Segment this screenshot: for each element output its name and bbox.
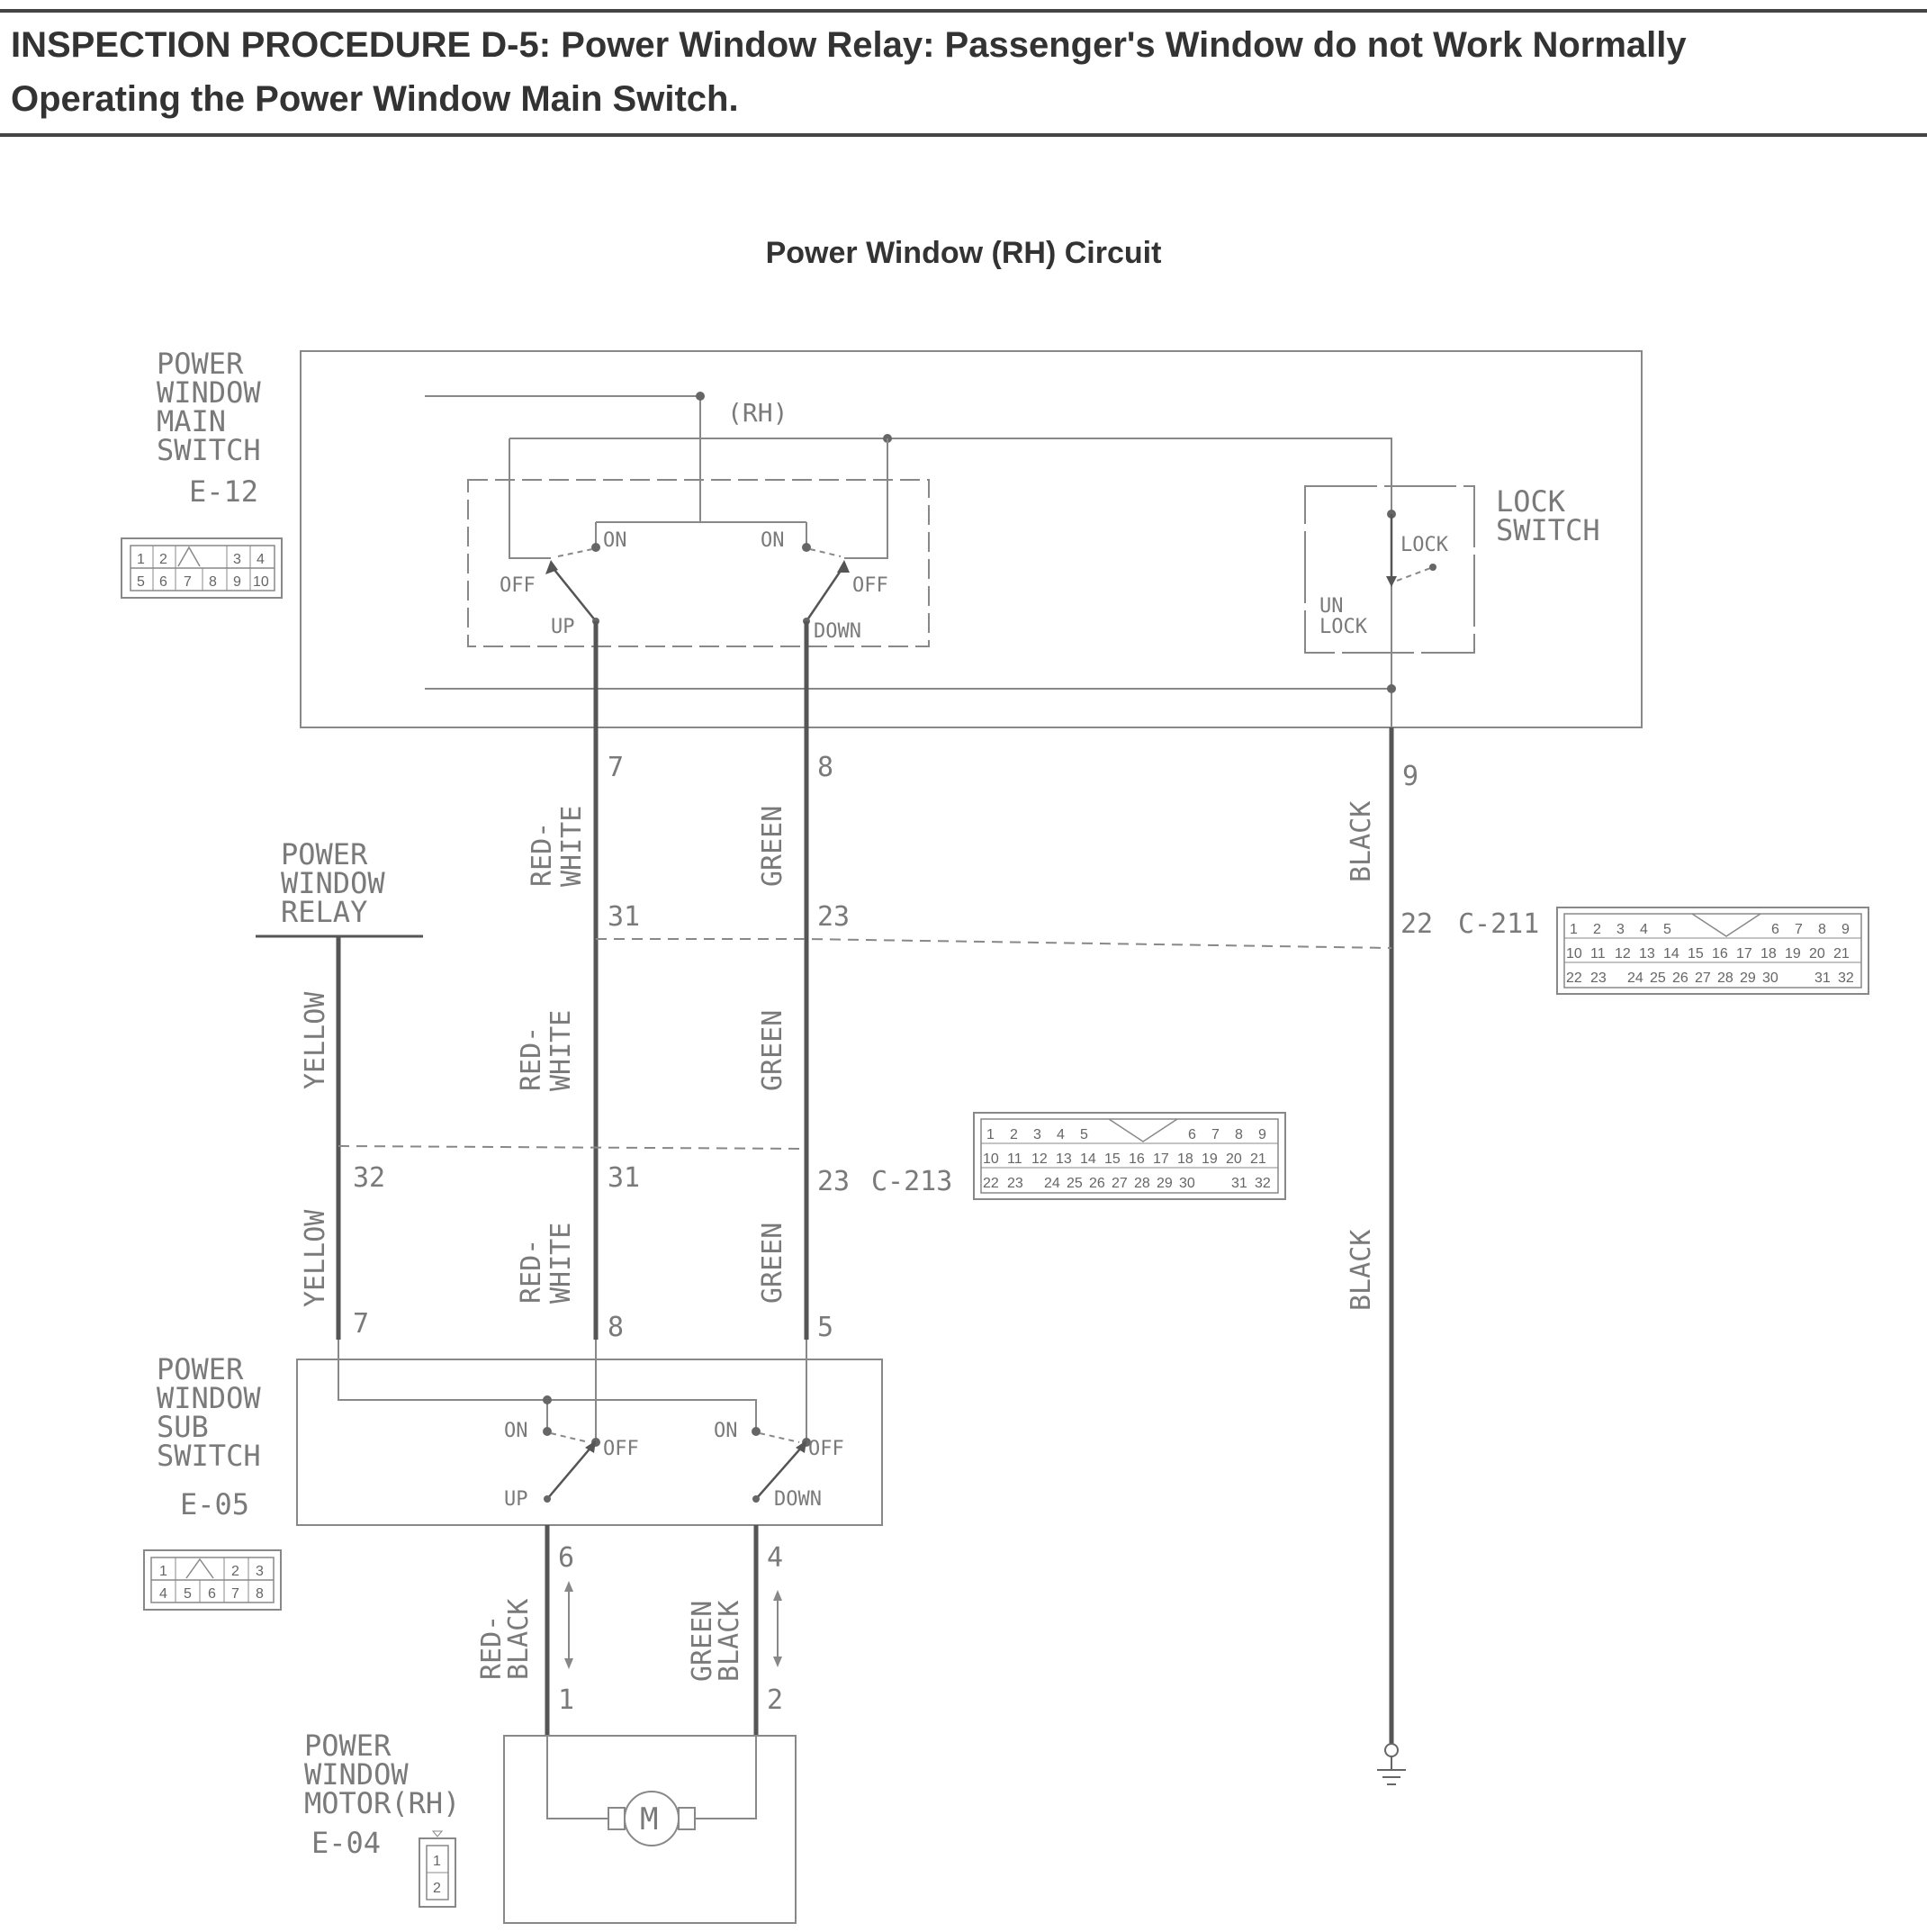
unlock-label-1: UN — [1319, 595, 1344, 618]
c211-pin-24: 24 — [1627, 971, 1643, 986]
pin-motor-2: 2 — [767, 1684, 784, 1716]
c213-dash-line — [338, 1146, 806, 1149]
e12-pin-2: 2 — [159, 552, 167, 567]
c211-pin-32: 32 — [1838, 971, 1854, 986]
e12-pin-7: 7 — [184, 574, 192, 590]
motor-code: E-04 — [311, 1826, 382, 1860]
c213-pin-3: 3 — [1033, 1127, 1041, 1142]
main-switch — [122, 347, 1642, 727]
motor-wires — [476, 1525, 783, 1736]
e05-pin-5: 5 — [184, 1586, 192, 1602]
wire-label-black-2: BLACK — [1346, 1229, 1377, 1311]
sub-switch-label-2: WINDOW — [157, 1381, 261, 1415]
pin-sub-7: 7 — [353, 1308, 370, 1340]
c213-pin-32: 32 — [1255, 1176, 1271, 1191]
c213-pin-2: 2 — [1010, 1127, 1018, 1142]
c213-pin-7: 7 — [1211, 1127, 1220, 1142]
diagram-title: Power Window (RH) Circuit — [765, 236, 1162, 270]
pin-main-7: 7 — [608, 752, 625, 783]
c211-pin-17: 17 — [1736, 946, 1752, 961]
main-on-right: ON — [761, 529, 785, 552]
c213-pin-16: 16 — [1129, 1151, 1145, 1167]
e05-pin-3: 3 — [256, 1564, 264, 1579]
c213-pin-12: 12 — [1031, 1151, 1048, 1167]
c211-pin-23: 23 — [1590, 971, 1607, 986]
c211-code: C-211 — [1458, 908, 1540, 940]
motor-label-1: POWER — [304, 1729, 392, 1763]
e12-pin-10: 10 — [253, 574, 269, 590]
sub-switch-label-4: SWITCH — [157, 1439, 261, 1473]
c211-pin-6: 6 — [1771, 922, 1779, 937]
c213-pin-23: 23 — [1007, 1176, 1023, 1191]
pin-motor-1: 1 — [558, 1684, 575, 1716]
wire-label-green-black-b: BLACK — [714, 1600, 745, 1682]
wire-label-green-3: GREEN — [757, 1222, 788, 1304]
e05-pin-6: 6 — [208, 1586, 216, 1602]
main-switch-code: E-12 — [189, 474, 259, 509]
wire-label-red-black-b: BLACK — [503, 1598, 535, 1680]
c211-pin-12: 12 — [1615, 946, 1631, 961]
motor-label-2: WINDOW — [304, 1757, 409, 1792]
c213-connector — [974, 1113, 1285, 1199]
main-switch-label-1: POWER — [157, 347, 244, 381]
c213-pin-20: 20 — [1226, 1151, 1242, 1167]
pin-sub-6: 6 — [558, 1542, 575, 1574]
sub-off-right: OFF — [808, 1438, 844, 1460]
pin-sub-5: 5 — [817, 1312, 834, 1343]
lock-label: LOCK — [1400, 534, 1448, 556]
lock-switch-label-1: LOCK — [1496, 484, 1566, 519]
c211-pin-7: 7 — [1795, 922, 1803, 937]
main-down-label: DOWN — [814, 620, 861, 643]
c213-pin-27: 27 — [1112, 1176, 1128, 1191]
c213-pin-31: 31 — [1231, 1176, 1247, 1191]
pin-main-9: 9 — [1402, 761, 1419, 792]
c213-pin-8: 8 — [1235, 1127, 1243, 1142]
wire-label-red-white-2a: RED- — [516, 1025, 547, 1091]
e05-pin-8: 8 — [256, 1586, 264, 1602]
c211-dash-line — [596, 939, 1391, 948]
c213-pin-6: 6 — [1188, 1127, 1196, 1142]
wire-label-green-2: GREEN — [757, 1009, 788, 1091]
wire-label-red-white-1b: WHITE — [556, 805, 588, 887]
c213-pin-18: 18 — [1177, 1151, 1193, 1167]
wire-label-green-black-a: GREEN — [687, 1600, 718, 1682]
c211-connector — [1557, 907, 1868, 994]
procedure-title: INSPECTION PROCEDURE D-5: Power Window Relay: Passenger's Window do not Work Normally — [11, 25, 1687, 65]
c211-pin-15: 15 — [1688, 946, 1704, 961]
main-off-left: OFF — [500, 574, 536, 597]
c213-pin-1: 1 — [986, 1127, 995, 1142]
e05-pin-2: 2 — [231, 1564, 239, 1579]
e12-connector — [122, 538, 282, 598]
c213-pin-10: 10 — [983, 1151, 999, 1167]
c211-pin-28: 28 — [1717, 971, 1733, 986]
sub-off-left: OFF — [603, 1438, 639, 1460]
c213-pin-29: 29 — [1157, 1176, 1173, 1191]
main-wires — [300, 621, 1539, 1745]
main-switch-label-2: WINDOW — [157, 375, 261, 410]
c213-pin-28: 28 — [1134, 1176, 1150, 1191]
wire-label-red-white-1a: RED- — [527, 821, 558, 887]
c213-pin-14: 14 — [1080, 1151, 1096, 1167]
main-on-left: ON — [603, 529, 627, 552]
c211-pin-31: 31 — [1814, 971, 1831, 986]
relay-label-1: POWER — [281, 837, 368, 871]
e12-pin-1: 1 — [137, 552, 145, 567]
pin-c213-32: 32 — [353, 1162, 386, 1194]
c213-pin-17: 17 — [1153, 1151, 1169, 1167]
c211-pin-26: 26 — [1672, 971, 1688, 986]
c211-pin-18: 18 — [1760, 946, 1777, 961]
sub-on-right: ON — [714, 1420, 738, 1442]
c213-pin-15: 15 — [1104, 1151, 1121, 1167]
c213-code: C-213 — [871, 1166, 953, 1197]
main-switch-side-label: (RH) — [727, 398, 788, 428]
power-window-relay — [256, 837, 423, 936]
c213-pin-26: 26 — [1089, 1176, 1105, 1191]
relay-label-2: WINDOW — [281, 866, 385, 900]
main-off-right: OFF — [852, 574, 888, 597]
c213-pin-30: 30 — [1179, 1176, 1195, 1191]
c211-pin-1: 1 — [1570, 922, 1578, 937]
lock-switch-label-2: SWITCH — [1496, 513, 1600, 547]
c211-pin-5: 5 — [1663, 922, 1671, 937]
relay-label-3: RELAY — [281, 895, 368, 929]
pin-sub-8: 8 — [608, 1312, 625, 1343]
c213-pin-22: 22 — [983, 1176, 999, 1191]
c211-pin-11: 11 — [1590, 946, 1606, 961]
e04-pin-2: 2 — [433, 1881, 441, 1896]
c213-pin-21: 21 — [1250, 1151, 1266, 1167]
c213-pin-5: 5 — [1080, 1127, 1088, 1142]
c211-pin-30: 30 — [1762, 971, 1778, 986]
motor-symbol-letter: M — [640, 1801, 659, 1837]
e12-pin-8: 8 — [209, 574, 217, 590]
pin-c211-22: 22 — [1400, 908, 1434, 940]
sub-up-label: UP — [504, 1488, 528, 1511]
wire-label-yellow-1: YELLOW — [300, 991, 331, 1089]
wire-label-red-white-3b: WHITE — [545, 1222, 577, 1304]
wire-label-black-1: BLACK — [1346, 800, 1377, 882]
c211-pin-14: 14 — [1663, 946, 1679, 961]
wire-label-green-1: GREEN — [757, 805, 788, 887]
c213-pin-25: 25 — [1067, 1176, 1083, 1191]
c211-pin-16: 16 — [1712, 946, 1728, 961]
c211-pin-9: 9 — [1841, 922, 1850, 937]
c213-pin-13: 13 — [1056, 1151, 1072, 1167]
wire-label-red-white-2b: WHITE — [545, 1009, 577, 1091]
unlock-label-2: LOCK — [1319, 616, 1367, 638]
e12-pin-5: 5 — [137, 574, 145, 590]
c211-pin-19: 19 — [1785, 946, 1801, 961]
e05-pin-7: 7 — [231, 1586, 239, 1602]
wire-label-red-white-3a: RED- — [516, 1238, 547, 1304]
c213-pin-11: 11 — [1007, 1151, 1022, 1167]
main-switch-label-3: MAIN — [157, 404, 227, 438]
procedure-title-continued: Operating the Power Window Main Switch. — [11, 79, 739, 119]
e12-pin-3: 3 — [233, 552, 241, 567]
e12-pin-4: 4 — [257, 552, 265, 567]
c211-pin-20: 20 — [1809, 946, 1825, 961]
c211-pin-3: 3 — [1616, 922, 1625, 937]
power-window-motor — [304, 1729, 796, 1923]
c213-pin-9: 9 — [1258, 1127, 1266, 1142]
c213-pin-19: 19 — [1202, 1151, 1218, 1167]
c211-pin-22: 22 — [1566, 971, 1582, 986]
sub-switch-label-3: SUB — [157, 1410, 209, 1444]
c211-pin-2: 2 — [1593, 922, 1601, 937]
pin-c213-31: 31 — [608, 1162, 641, 1194]
c211-pin-25: 25 — [1650, 971, 1666, 986]
motor-label-3: MOTOR(RH) — [304, 1786, 461, 1820]
c213-pin-24: 24 — [1044, 1176, 1060, 1191]
e04-pin-1: 1 — [433, 1854, 441, 1869]
e05-pin-1: 1 — [159, 1564, 167, 1579]
pin-sub-4: 4 — [767, 1542, 784, 1574]
c211-pin-8: 8 — [1818, 922, 1826, 937]
sub-switch-code: E-05 — [180, 1487, 250, 1521]
c211-pin-27: 27 — [1695, 971, 1711, 986]
sub-switch-label-1: POWER — [157, 1352, 244, 1386]
e04-connector — [419, 1831, 455, 1907]
c211-pin-13: 13 — [1639, 946, 1655, 961]
e05-pin-4: 4 — [159, 1586, 167, 1602]
main-switch-label-4: SWITCH — [157, 433, 261, 467]
e05-connector — [144, 1550, 281, 1610]
wire-label-yellow-2: YELLOW — [300, 1209, 331, 1307]
sub-down-label: DOWN — [774, 1488, 822, 1511]
e12-pin-9: 9 — [233, 574, 241, 590]
pin-main-8: 8 — [817, 752, 834, 783]
sub-on-left: ON — [504, 1420, 528, 1442]
wire-label-red-black-a: RED- — [476, 1614, 508, 1680]
ground-symbol — [1377, 1744, 1406, 1784]
pin-c213-23: 23 — [817, 1166, 851, 1197]
c211-pin-21: 21 — [1833, 946, 1850, 961]
c211-pin-4: 4 — [1640, 922, 1648, 937]
c213-pin-4: 4 — [1057, 1127, 1065, 1142]
pin-c211-31: 31 — [608, 901, 641, 933]
pin-c211-23: 23 — [817, 901, 851, 933]
c211-pin-29: 29 — [1740, 971, 1756, 986]
main-up-label: UP — [551, 616, 575, 638]
c211-pin-10: 10 — [1566, 946, 1582, 961]
e12-pin-6: 6 — [159, 574, 167, 590]
